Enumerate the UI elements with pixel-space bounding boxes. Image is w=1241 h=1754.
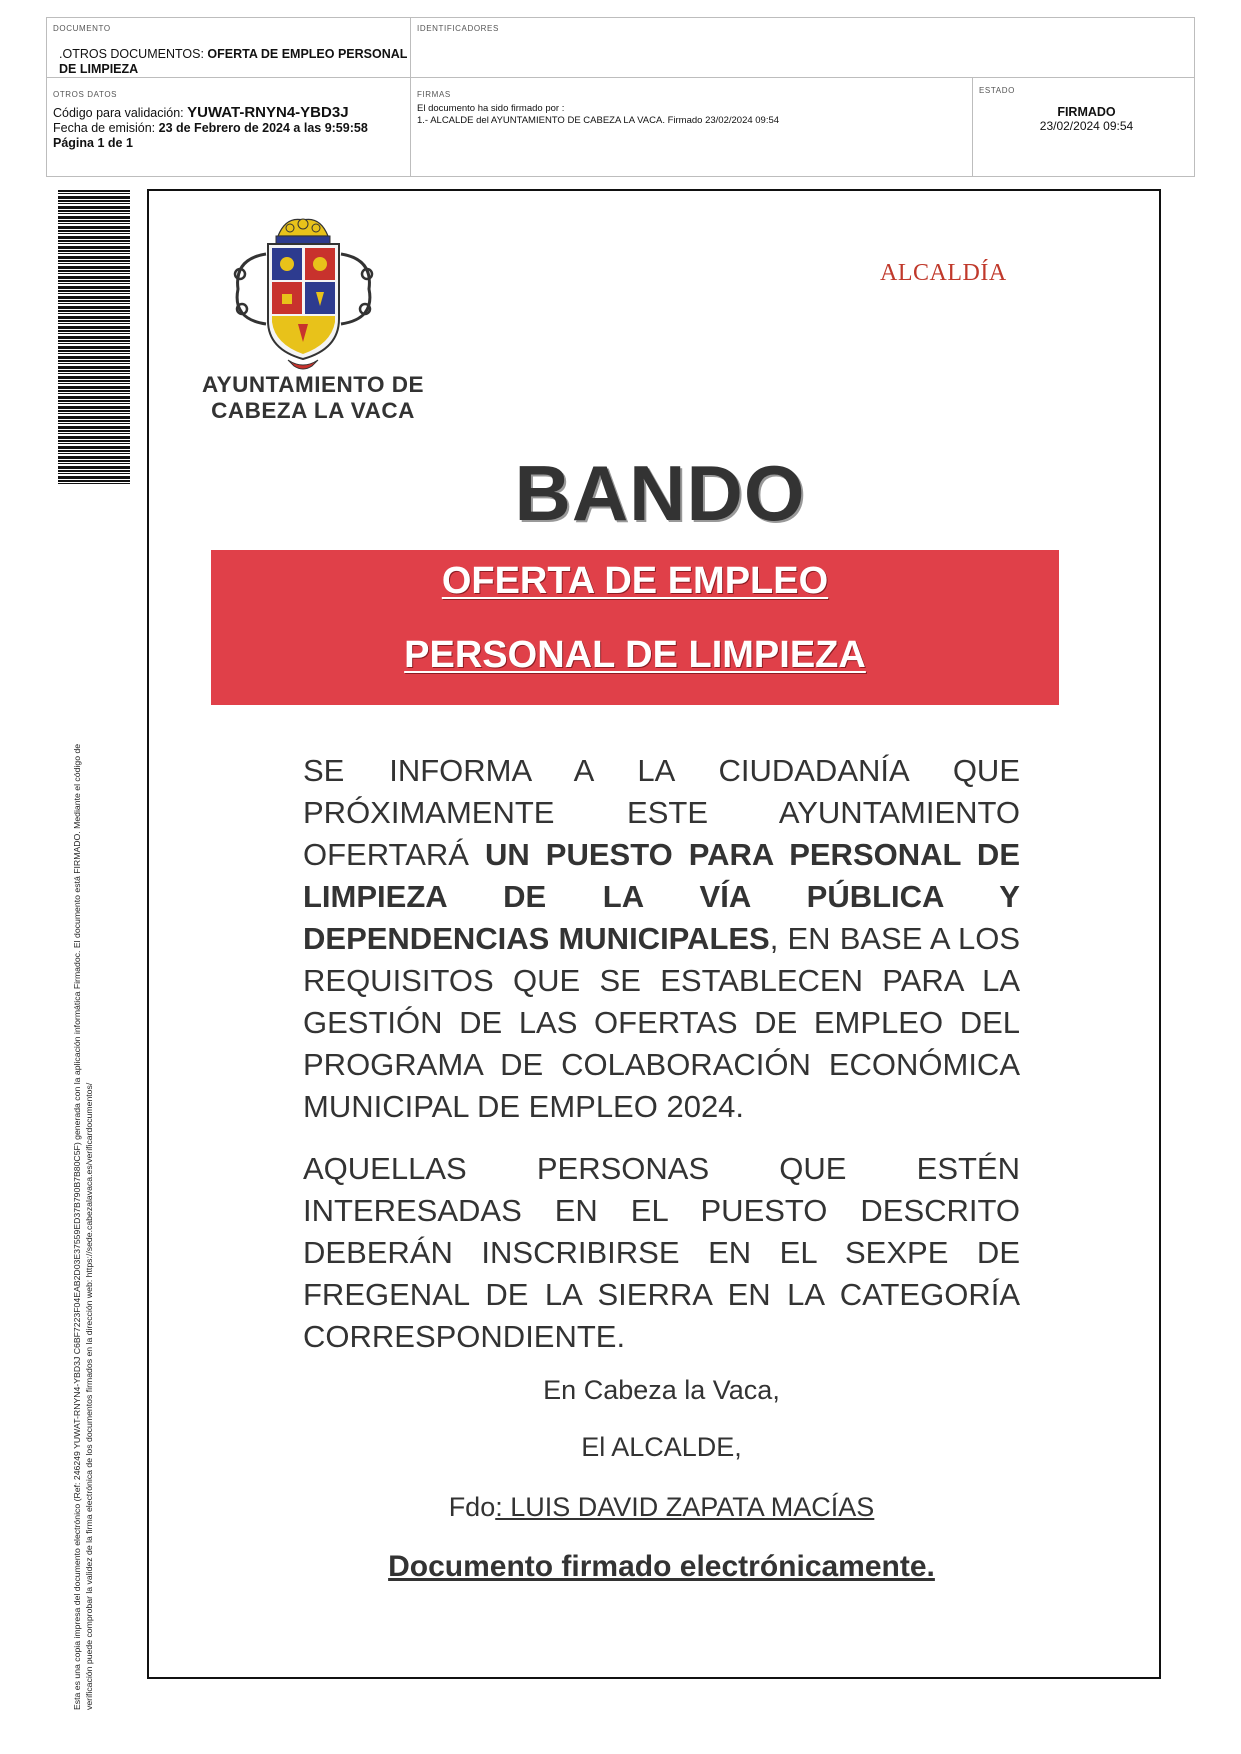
verification-side-text [71,530,95,1710]
ayuntamiento-line-2: CABEZA LA VACA [211,398,415,423]
offer-banner [211,550,1059,705]
documento-prefix: .OTROS DOCUMENTOS: [59,47,204,61]
documento-cell [47,18,411,78]
paragraph-1-start: SE INFORMA A LA CIUDADANÍA QUE PRÓXIMAMENTE ESTE AYUNTAMIENTO OFERTARÁ [303,753,1020,872]
paragraph-1-bold: UN PUESTO PARA PERSONAL DE LIMPIEZA DE LA VÍA PÚBLICA Y DEPENDENCIAS MUNICIPALES [303,837,1020,956]
alcalde-line: El ALCALDE, [581,1432,742,1462]
firmas-cell [411,78,973,176]
fecha-label: Fecha de emisión: [53,121,156,135]
electronic-signature-note: Documento firmado electrónicamente. [388,1550,935,1583]
firmas-label: FIRMAS [417,90,451,99]
announcement-paragraph [303,750,1020,1128]
fdo-label: Fdo [448,1492,496,1522]
estado-value: FIRMADO [1057,105,1116,119]
side-text-line-1: Esta es una copia impresa del documento electrónico (Ref: 246249 YUWAT-RNYN4-YBD3J C6BF7223F04EAB2D03E37559ED37B790B7B80C5F) generada con la aplicación informática Firmadoc. El documento está FIRMADO. Mediante el código de [72,743,82,1710]
fecha-line [53,121,410,136]
bando-title: BANDO [514,449,806,537]
fecha-value: 23 de Febrero de 2024 a las 9:59:58 [158,121,368,135]
firmas-line-1: El documento ha sido firmado por : [417,103,565,114]
documento-label: DOCUMENTO [53,24,111,33]
identificadores-label: IDENTIFICADORES [417,24,499,33]
coat-of-arms-icon [226,214,381,374]
estado-cell [973,78,1194,176]
documento-title-1: OFERTA DE EMPLEO PERSONAL [207,47,408,61]
offer-banner-line-1: OFERTA DE EMPLEO [441,560,829,602]
ayuntamiento-name [182,372,444,424]
crown-icon [276,219,330,244]
signature-line [303,1492,1020,1523]
document-header [46,17,1195,177]
alcaldia-heading: ALCALDÍA [880,260,1007,286]
identificadores-cell [411,18,1194,78]
otros-datos-label: OTROS DATOS [53,90,118,99]
otros-datos-cell [47,78,411,176]
firmas-line-2: 1.- ALCALDE del AYUNTAMIENTO DE CABEZA LA VACA. Firmado 23/02/2024 09:54 [417,115,780,126]
codigo-value: YUWAT-RNYN4-YBD3J [187,104,349,121]
pagina: Página 1 de 1 [53,136,133,150]
documento-title-2: DE LIMPIEZA [59,62,139,76]
estado-label: ESTADO [979,86,1015,95]
paragraph-1-end: , EN BASE A LOS REQUISITOS QUE SE ESTABLECEN PARA LA GESTIÓN DE LAS OFERTAS DE EMPLEO DEL PROGRAMA DE COLABORACIÓN ECONÓMICA MUNICIPAL DE EMPLEO 2024. [303,921,1020,1124]
documento-title [59,47,410,77]
codigo-line [53,105,410,121]
signer-name: : LUIS DAVID ZAPATA MACÍAS [495,1492,875,1522]
side-text-line-2: verificación puede comprobar la validez de la firma electrónica de los documentos firmados en la dirección web: https://sede.cabezalavaca.es/verificardocumentos/ [84,1082,94,1710]
offer-banner-line-2: PERSONAL DE LIMPIEZA [404,634,866,676]
ayuntamiento-line-1: AYUNTAMIENTO DE [201,372,425,397]
estado-date: 23/02/2024 09:54 [1039,119,1134,133]
registration-paragraph: AQUELLAS PERSONAS QUE ESTÉN INTERESADAS EN EL PUESTO DESCRITO DEBERÁN INSCRIBIRSE EN EL SEXPE DE FREGENAL DE LA SIERRA EN LA CATEGORÍA CORRESPONDIENTE. [303,1151,1020,1354]
barcode [58,190,130,486]
place-line: En Cabeza la Vaca, [543,1375,780,1405]
codigo-label: Código para validación: [53,106,184,120]
